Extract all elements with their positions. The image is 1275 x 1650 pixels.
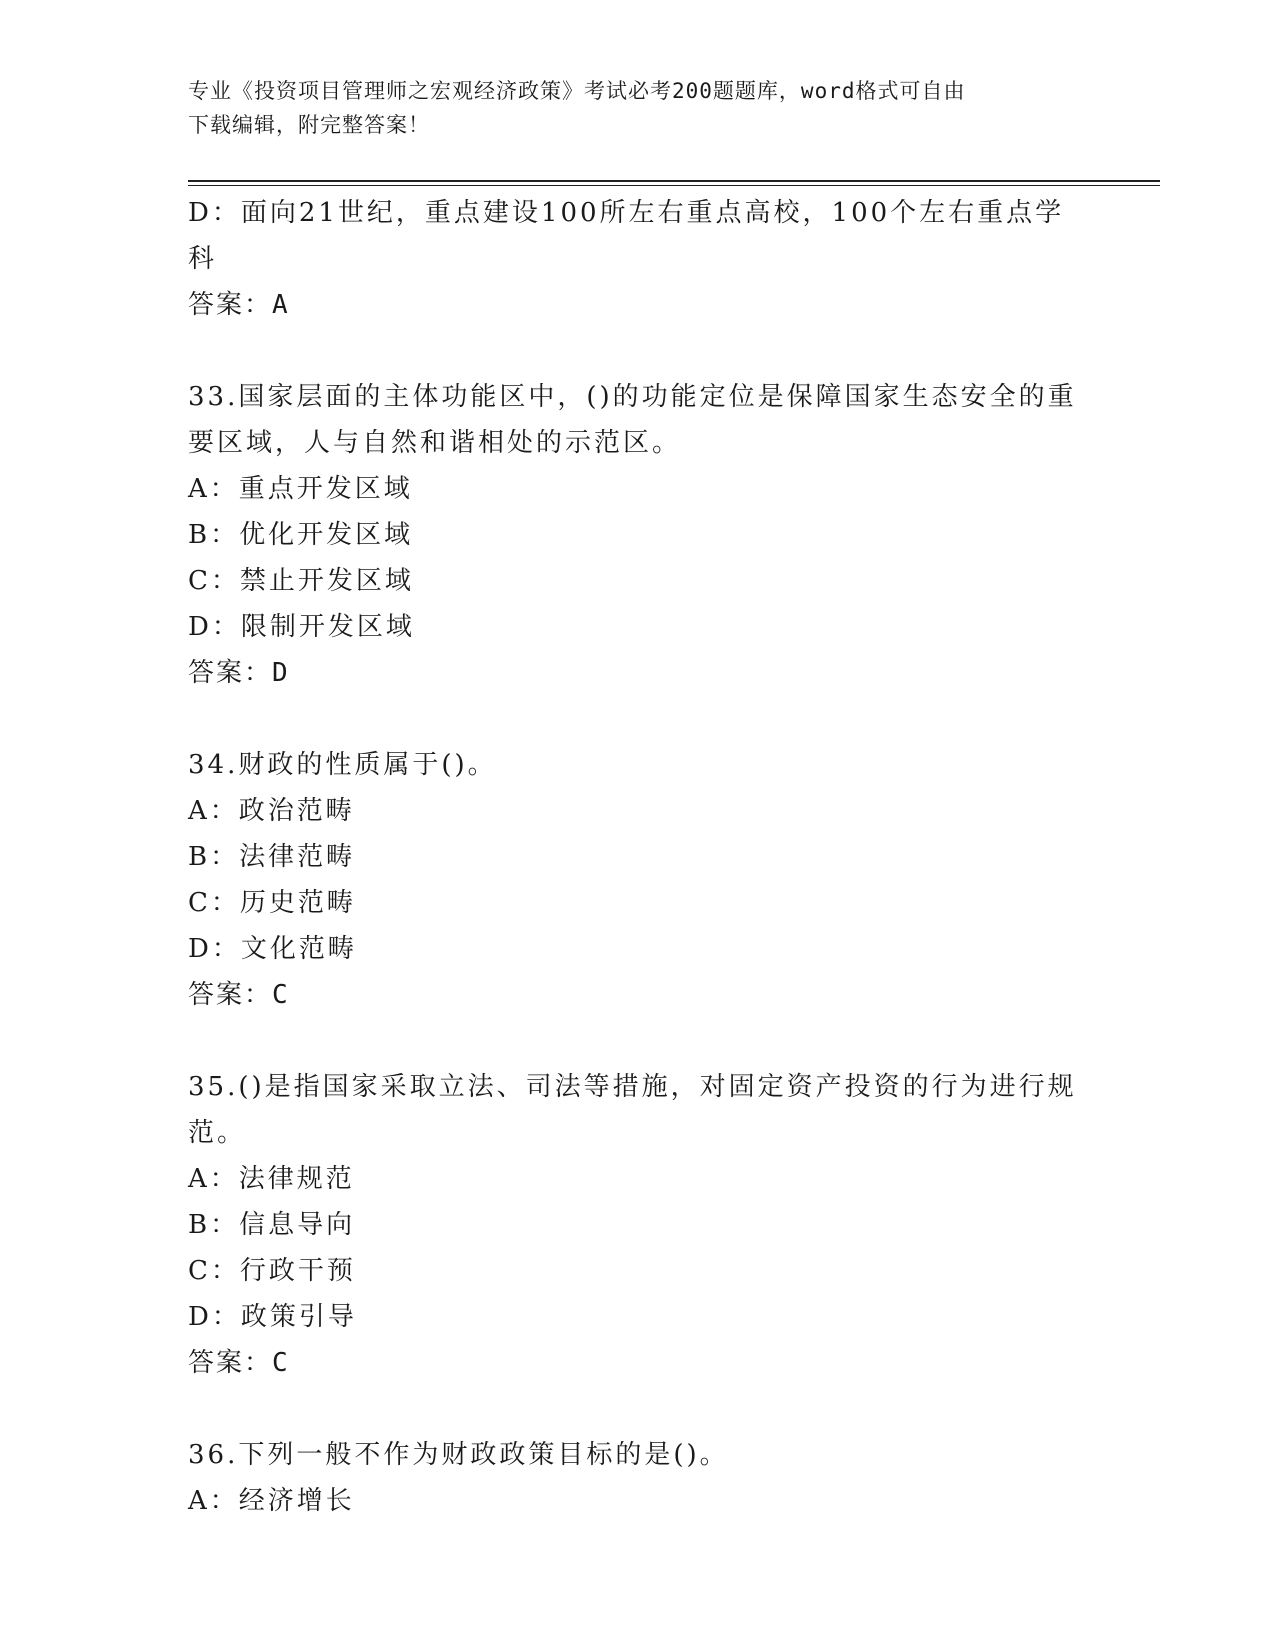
question-33 bbox=[188, 374, 1088, 696]
document-header bbox=[188, 74, 1088, 142]
option-c: C：禁止开发区域 bbox=[188, 566, 414, 596]
header-rule-thick bbox=[188, 180, 1160, 182]
question-stem-continued: 范。 bbox=[188, 1118, 247, 1148]
spacer bbox=[188, 328, 1088, 374]
question-stem: 36.下列一般不作为财政政策目标的是()。 bbox=[188, 1440, 729, 1470]
answer: 答案：D bbox=[188, 658, 290, 688]
question-stem: 35.()是指国家采取立法、司法等措施，对固定资产投资的行为进行规 bbox=[188, 1072, 1077, 1102]
question-36 bbox=[188, 1432, 1088, 1524]
option-c: C：历史范畴 bbox=[188, 888, 356, 918]
question-35 bbox=[188, 1064, 1088, 1386]
answer: 答案：A bbox=[188, 290, 290, 320]
option-c: C：行政干预 bbox=[188, 1256, 356, 1286]
option-a: A：政治范畴 bbox=[188, 796, 355, 826]
question-list bbox=[188, 190, 1088, 1524]
option-a: A：法律规范 bbox=[188, 1164, 355, 1194]
option-d: D：政策引导 bbox=[188, 1302, 357, 1332]
question-stem-continued: 要区域，人与自然和谐相处的示范区。 bbox=[188, 428, 682, 458]
question-32-tail bbox=[188, 190, 1088, 328]
answer: 答案：C bbox=[188, 980, 290, 1010]
option-d: D：限制开发区域 bbox=[188, 612, 415, 642]
question-stem: 34.财政的性质属于()。 bbox=[188, 750, 497, 780]
header-line-1: 专业《投资项目管理师之宏观经济政策》考试必考200题题库，word格式可自由 bbox=[188, 79, 966, 103]
option-a: A：重点开发区域 bbox=[188, 474, 413, 504]
spacer bbox=[188, 1386, 1088, 1432]
spacer bbox=[188, 1018, 1088, 1064]
header-rule-thin bbox=[188, 185, 1160, 186]
question-34 bbox=[188, 742, 1088, 1018]
spacer bbox=[188, 696, 1088, 742]
option-b: B：法律范畴 bbox=[188, 842, 356, 872]
option-d: D：面向21世纪，重点建设100所左右重点高校，100个左右重点学科 bbox=[188, 198, 1065, 274]
header-line-2: 下载编辑，附完整答案！ bbox=[188, 113, 430, 137]
answer: 答案：C bbox=[188, 1348, 290, 1378]
option-b: B：信息导向 bbox=[188, 1210, 356, 1240]
option-b: B：优化开发区域 bbox=[188, 520, 414, 550]
option-d: D：文化范畴 bbox=[188, 934, 357, 964]
option-a: A：经济增长 bbox=[188, 1486, 355, 1516]
question-stem: 33.国家层面的主体功能区中，()的功能定位是保障国家生态安全的重 bbox=[188, 382, 1077, 412]
